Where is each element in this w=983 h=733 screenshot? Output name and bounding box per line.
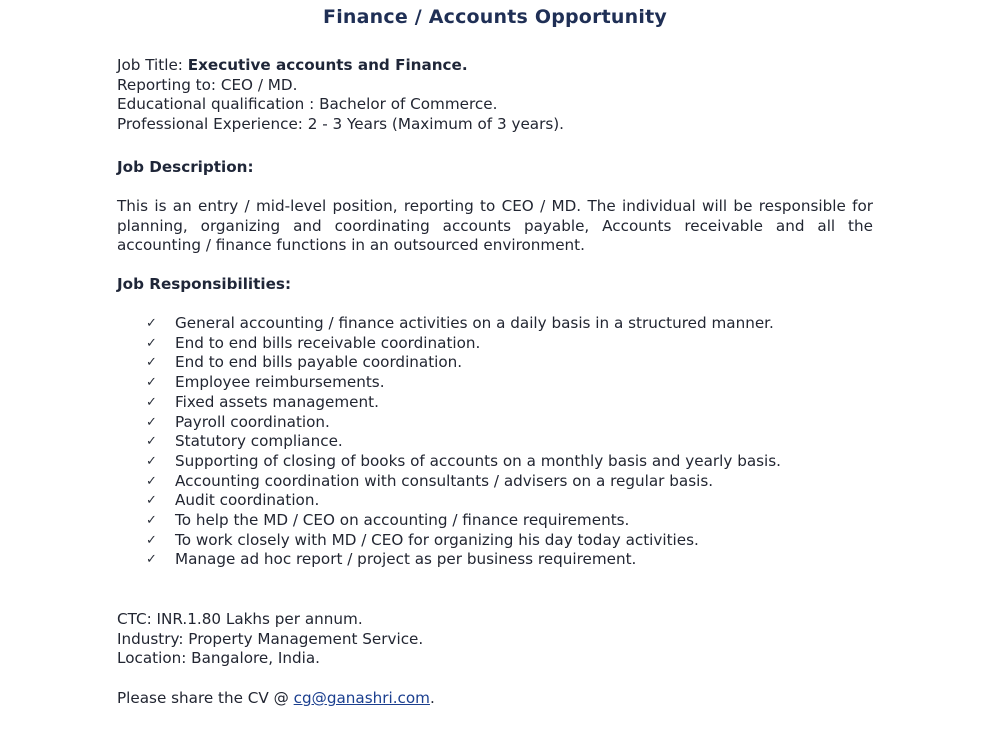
ctc-line: CTC: INR.1.80 Lakhs per annum. [117,610,363,628]
responsibility-item [146,491,781,511]
location-line: Location: Bangalore, India. [117,649,320,668]
checkmark-icon: ✓ [146,394,157,410]
responsibility-text: Accounting coordination with consultants / advisers on a regular basis. [175,471,714,490]
checkmark-icon: ✓ [146,473,157,489]
responsibility-text: Fixed assets management. [175,392,379,411]
job-title-label: Job Title: [117,56,183,74]
responsibility-item [146,531,781,551]
responsibility-item [146,393,781,413]
responsibility-text: End to end bills payable coordination. [175,353,463,372]
education-line: Educational qualification : Bachelor of Commerce. [117,95,498,114]
checkmark-icon: ✓ [146,434,157,450]
experience-line: Professional Experience: 2 - 3 Years (Maximum of 3 years). [117,115,565,134]
job-title-line [117,56,873,76]
checkmark-icon: ✓ [146,453,157,469]
responsibility-item [146,314,781,334]
checkmark-icon: ✓ [146,375,157,391]
responsibility-item [146,413,781,433]
cv-share-suffix: . [429,689,435,707]
responsibility-text: Employee reimbursements. [175,373,385,392]
checkmark-icon: ✓ [146,335,157,351]
responsibility-text: To work closely with MD / CEO for organizing his day today activities. [175,530,699,549]
job-responsibilities-heading: Job Responsibilities: [117,275,292,293]
cv-share-prefix: Please share the CV @ [117,689,294,707]
page-title: Finance / Accounts Opportunity [323,6,667,28]
industry-line: Industry: Property Management Service. [117,629,424,648]
responsibility-item [146,452,781,472]
responsibility-text: Manage ad hoc report / project as per business requirement. [175,550,637,569]
checkmark-icon: ✓ [146,552,157,568]
job-terms [117,610,873,669]
checkmark-icon: ✓ [146,355,157,371]
job-title-value: Executive accounts and Finance. [187,56,468,74]
responsibilities-list [146,314,781,570]
responsibility-item [146,550,781,570]
responsibility-text: Audit coordination. [175,491,320,510]
responsibility-text: Supporting of closing of books of accounts on a monthly basis and yearly basis. [175,451,782,470]
responsibility-text: Payroll coordination. [175,412,330,431]
responsibility-text: Statutory compliance. [175,432,343,451]
responsibility-item [146,353,781,373]
cv-email-link[interactable]: cg@ganashri.com [293,689,430,707]
responsibility-item [146,373,781,393]
responsibility-item [146,432,781,452]
responsibility-text: General accounting / finance activities on a daily basis in a structured manner. [175,314,774,332]
cv-share-line [117,689,873,709]
job-description-heading: Job Description: [117,158,254,176]
responsibility-item [146,334,781,354]
checkmark-icon: ✓ [146,493,157,509]
responsibility-item [146,511,781,531]
job-description-text: This is an entry / mid-level position, reporting to CEO / MD. The individual will be responsible for planning, organizing and coordinating accounts payable, Accounts receivable and all the accounting / finance functions in an outsourced environment. [117,197,873,255]
job-summary [117,56,873,135]
responsibility-item [146,472,781,492]
checkmark-icon: ✓ [146,532,157,548]
checkmark-icon: ✓ [146,513,157,529]
checkmark-icon: ✓ [146,316,157,331]
reporting-to-line: Reporting to: CEO / MD. [117,75,298,94]
checkmark-icon: ✓ [146,414,157,430]
responsibility-text: End to end bills receivable coordination. [175,333,481,352]
responsibility-text: To help the MD / CEO on accounting / finance requirements. [175,511,630,530]
